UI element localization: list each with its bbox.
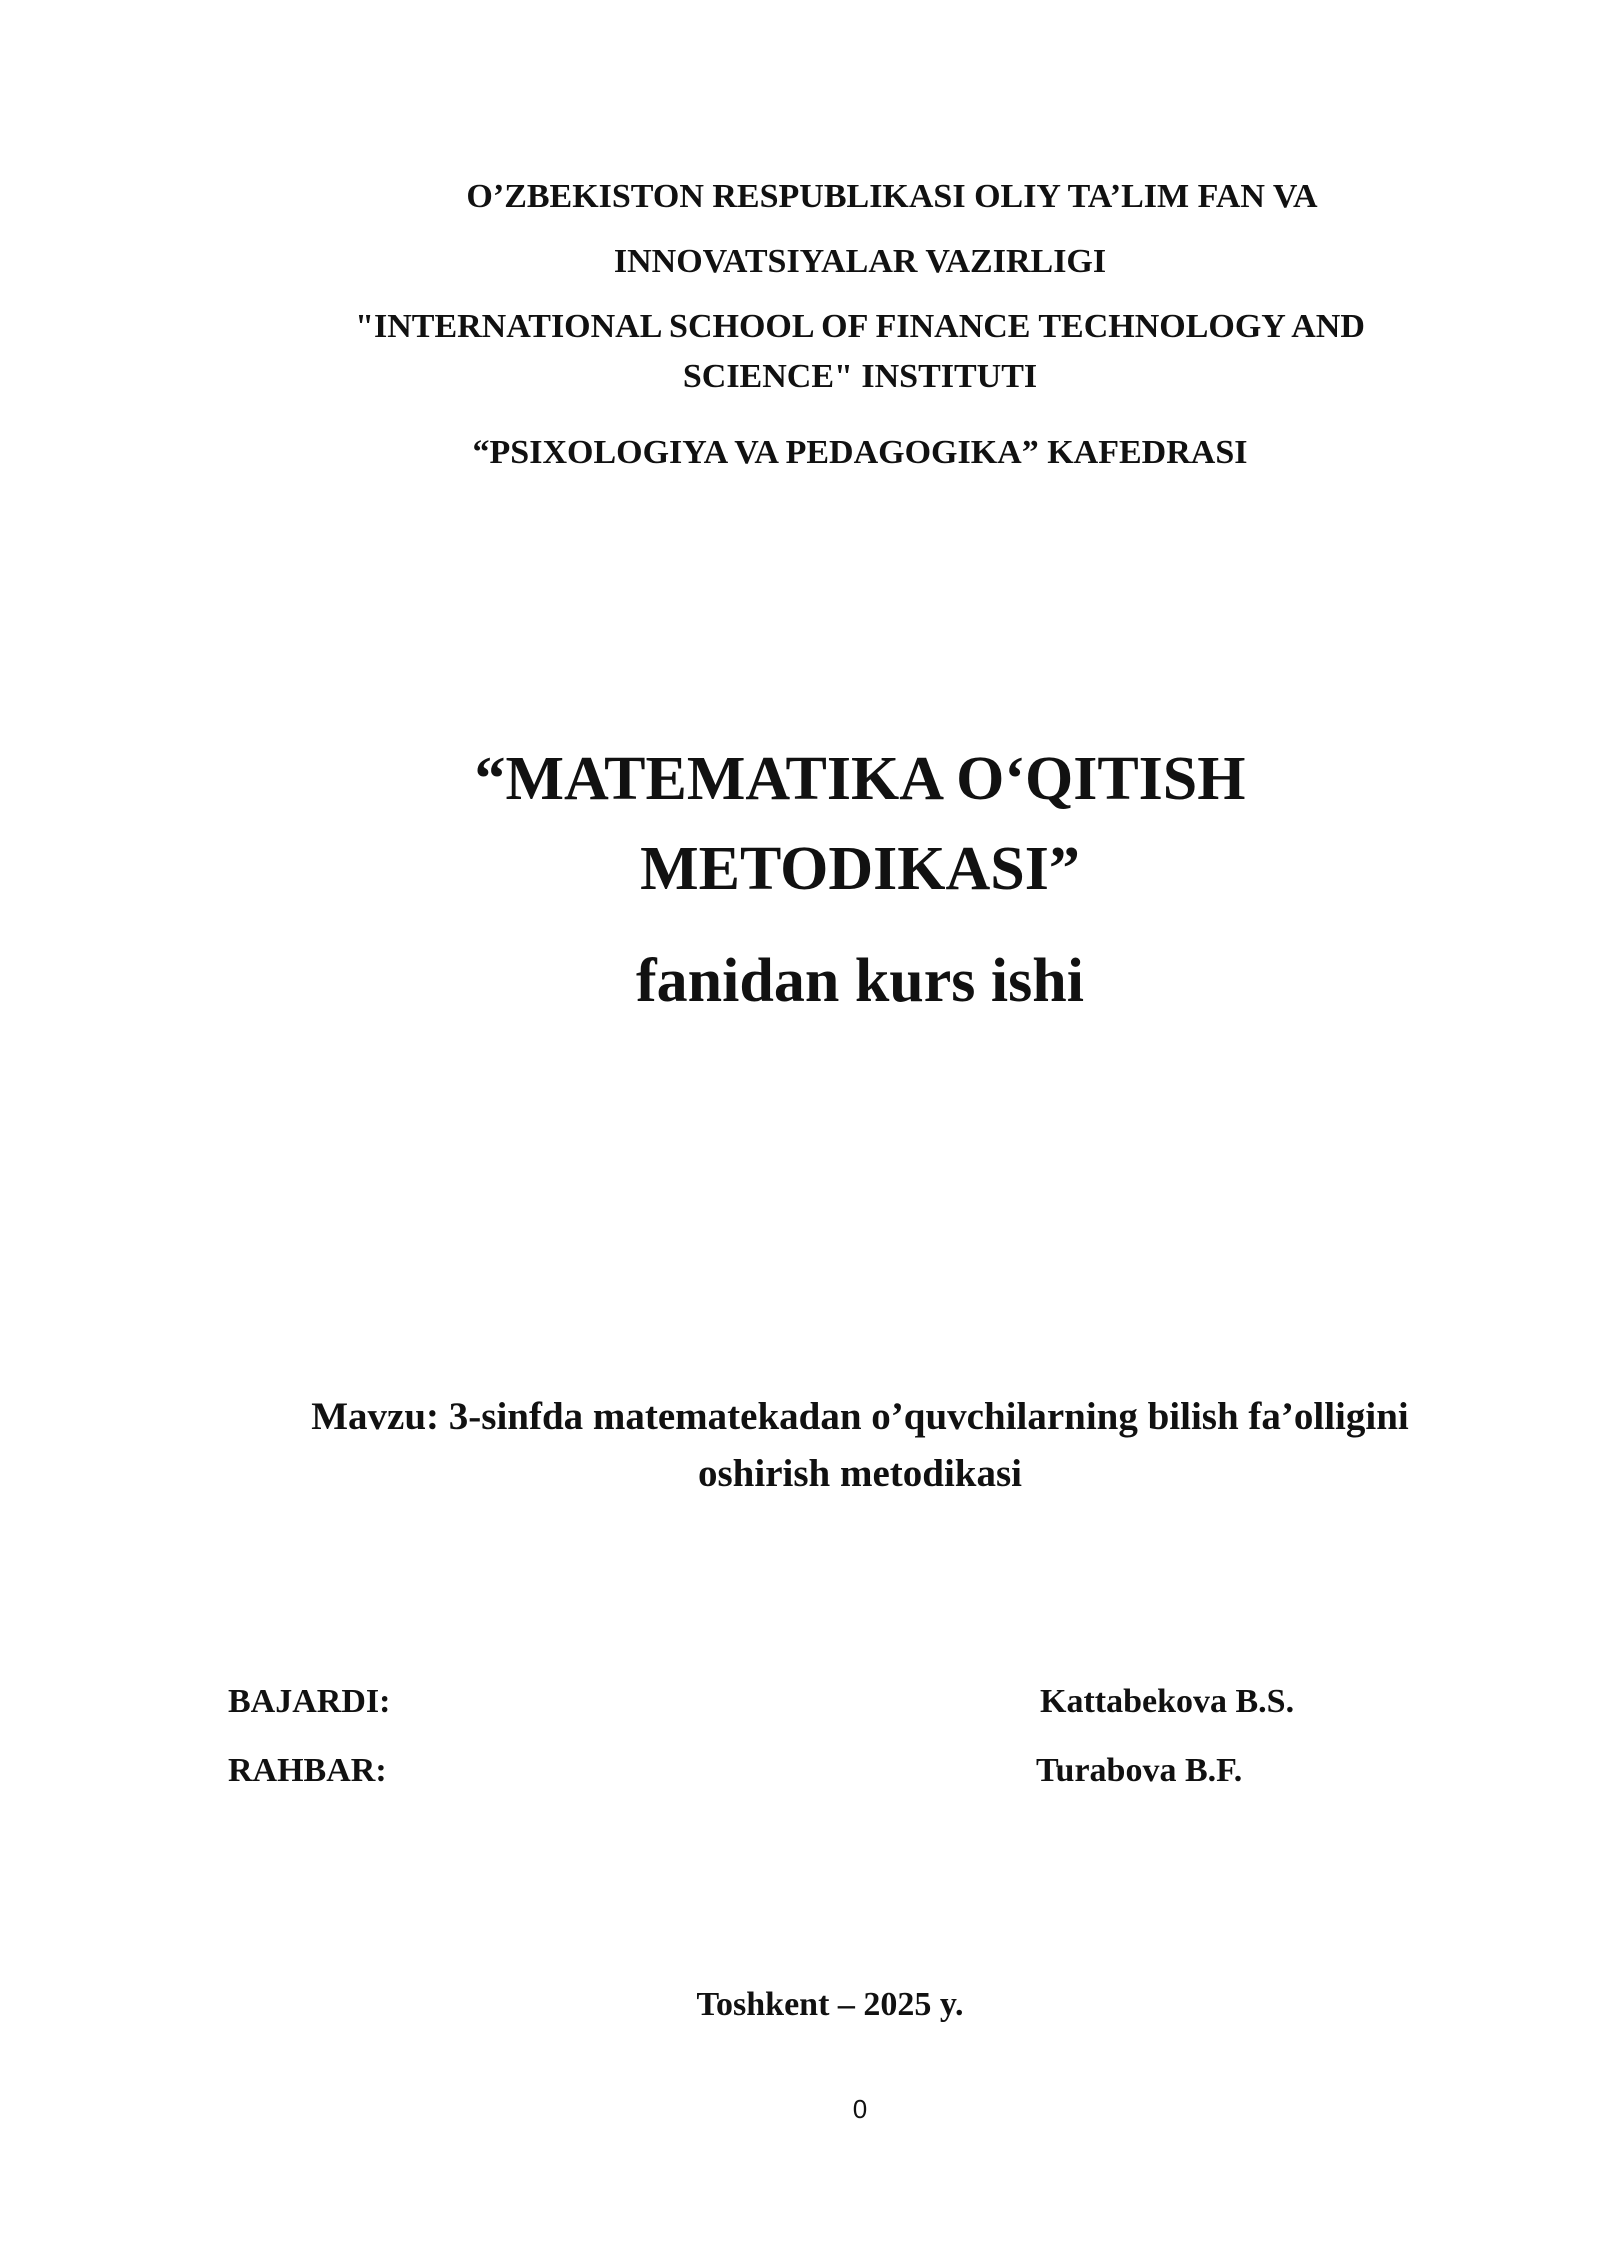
ministry-line-2: INNOVATSIYALAR VAZIRLIGI xyxy=(613,243,1107,280)
page-number: 0 xyxy=(852,2094,868,2124)
supervisor-label: RAHBAR: xyxy=(228,1752,387,1789)
supervisor-name: Turabova B.F. xyxy=(1036,1752,1243,1789)
performed-by-name: Kattabekova B.S. xyxy=(1040,1683,1295,1720)
course-subtitle: fanidan kurs ishi xyxy=(636,947,1084,1015)
course-title-line-2: METODIKASI” xyxy=(640,835,1080,903)
topic-line-2: oshirish metodikasi xyxy=(698,1452,1022,1495)
performed-by-label: BAJARDI: xyxy=(228,1683,391,1720)
ministry-line-1: O’ZBEKISTON RESPUBLIKASI OLIY TA’LIM FAN VA xyxy=(466,178,1318,215)
institute-line-2: SCIENCE" INSTITUTI xyxy=(682,358,1038,395)
topic-line-1: Mavzu: 3-sinfda matematekadan o’quvchilarning bilish fa’olligini xyxy=(311,1395,1409,1438)
place-and-year: Toshkent – 2025 y. xyxy=(696,1986,964,2023)
course-title-line-1: “MATEMATIKA O‘QITISH xyxy=(474,745,1246,813)
department-line: “PSIXOLOGIYA VA PEDAGOGIKA” KAFEDRASI xyxy=(472,434,1248,471)
institute-line-1: "INTERNATIONAL SCHOOL OF FINANCE TECHNOLOGY AND xyxy=(355,308,1365,345)
